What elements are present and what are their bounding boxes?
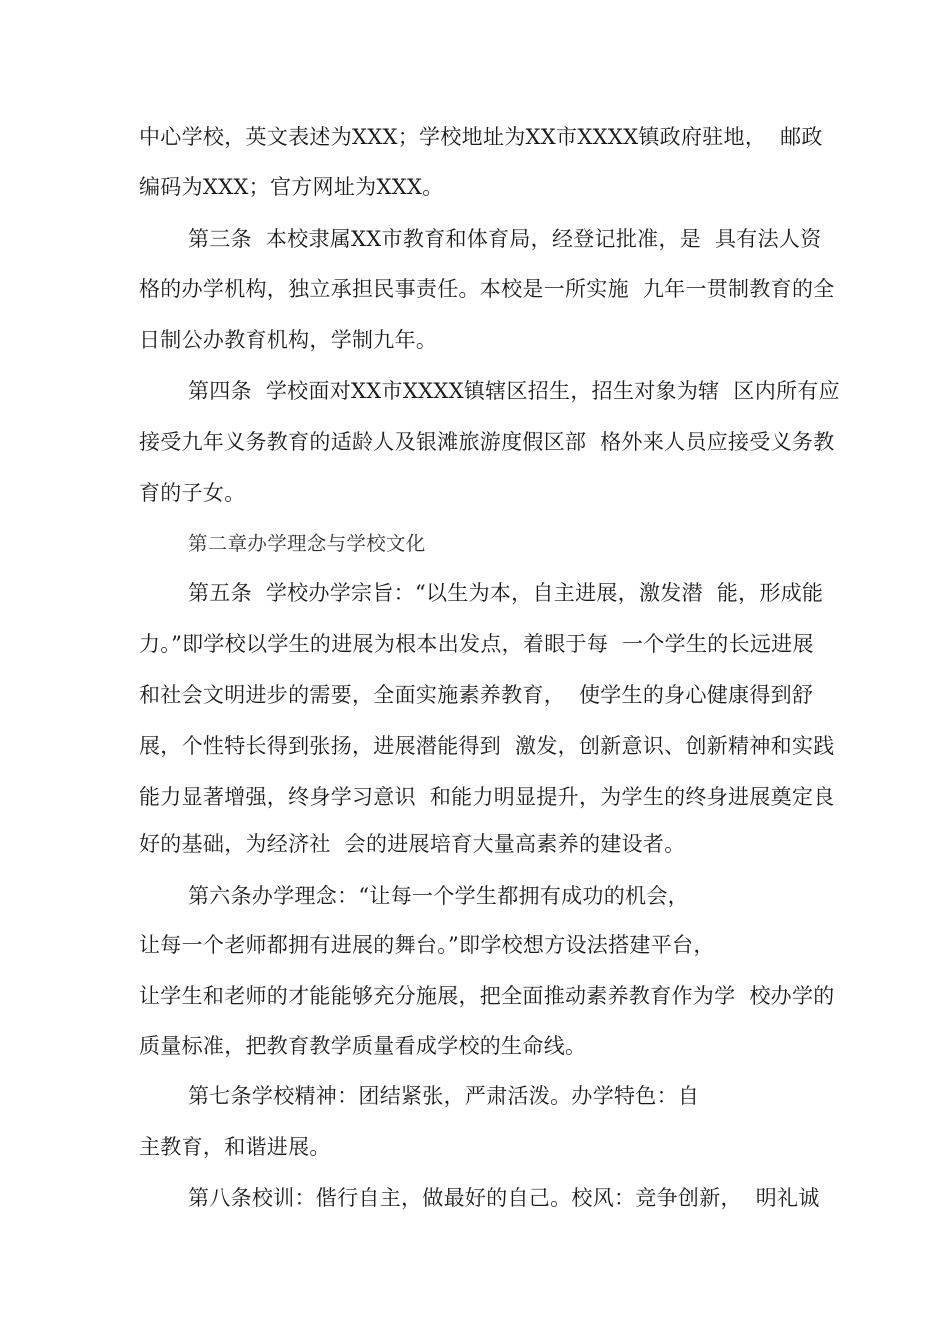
body-text-line: 展，个性特长得到张扬，进展潜能得到 激发，创新意识、创新精神和实践 [139,734,835,758]
body-text-line: 能力显著增强，终身学习意识 和能力明显提升，为学生的终身进展奠定良 [139,785,835,809]
article-4-line: 第四条 学校面对XX市XXXX镇辖区招生，招生对象为辖 区内所有应 [188,379,840,403]
body-text-line: 育的子女。 [139,481,246,505]
body-text-line: 编码为XXX；官方网址为XXX。 [139,175,444,199]
body-text-line: 中心学校，英文表述为XXX；学校地址为XX市XXXX镇政府驻地， 邮政 [139,125,823,149]
body-text-line: 质量标准，把教育教学质量看成学校的生命线。 [139,1034,587,1058]
body-text-line: 和社会文明进步的需要，全面实施素养教育， 使学生的身心健康得到舒 [139,683,814,707]
body-text-line: 日制公办教育机构，学制九年。 [139,328,438,352]
body-text-line: 力。”即学校以学生的进展为根本出发点，着眼于每 一个学生的长远进展 [139,632,814,656]
body-text-line: 好的基础，为经济社 会的进展培育大量高素养的建设者。 [139,832,686,856]
article-8-line: 第八条校训：偕行自主，做最好的自己。校风：竞争创新， 明礼诚 [188,1186,820,1210]
article-5-line: 第五条 学校办学宗旨：“以生为本，自主进展，激发潜 能，形成能 [188,581,824,605]
article-6-line: 第六条办学理念：“让每一个学生都拥有成功的机会， [188,884,689,908]
article-3-line: 第三条 本校隶属XX市教育和体育局，经登记批准，是 具有法人资 [188,227,822,251]
body-text-line: 接受九年义务教育的适龄人及银滩旅游度假区部 格外来人员应接受义务教 [139,430,835,454]
body-text-line: 格的办学机构，独立承担民事责任。本校是一所实施 九年一贯制教育的全 [139,277,835,301]
chapter-heading: 第二章办学理念与学校文化 [188,532,426,555]
body-text-line: 让学生和老师的才能能够充分施展，把全面推动素养教育作为学 校办学的 [139,984,835,1008]
article-7-line: 第七条学校精神：团结紧张，严肃活泼。办学特色：自 [188,1084,700,1108]
body-text-line: 主教育，和谐进展。 [139,1135,331,1159]
body-text-line: 让每一个老师都拥有进展的舞台。”即学校想方设法搭建平台， [139,933,715,957]
